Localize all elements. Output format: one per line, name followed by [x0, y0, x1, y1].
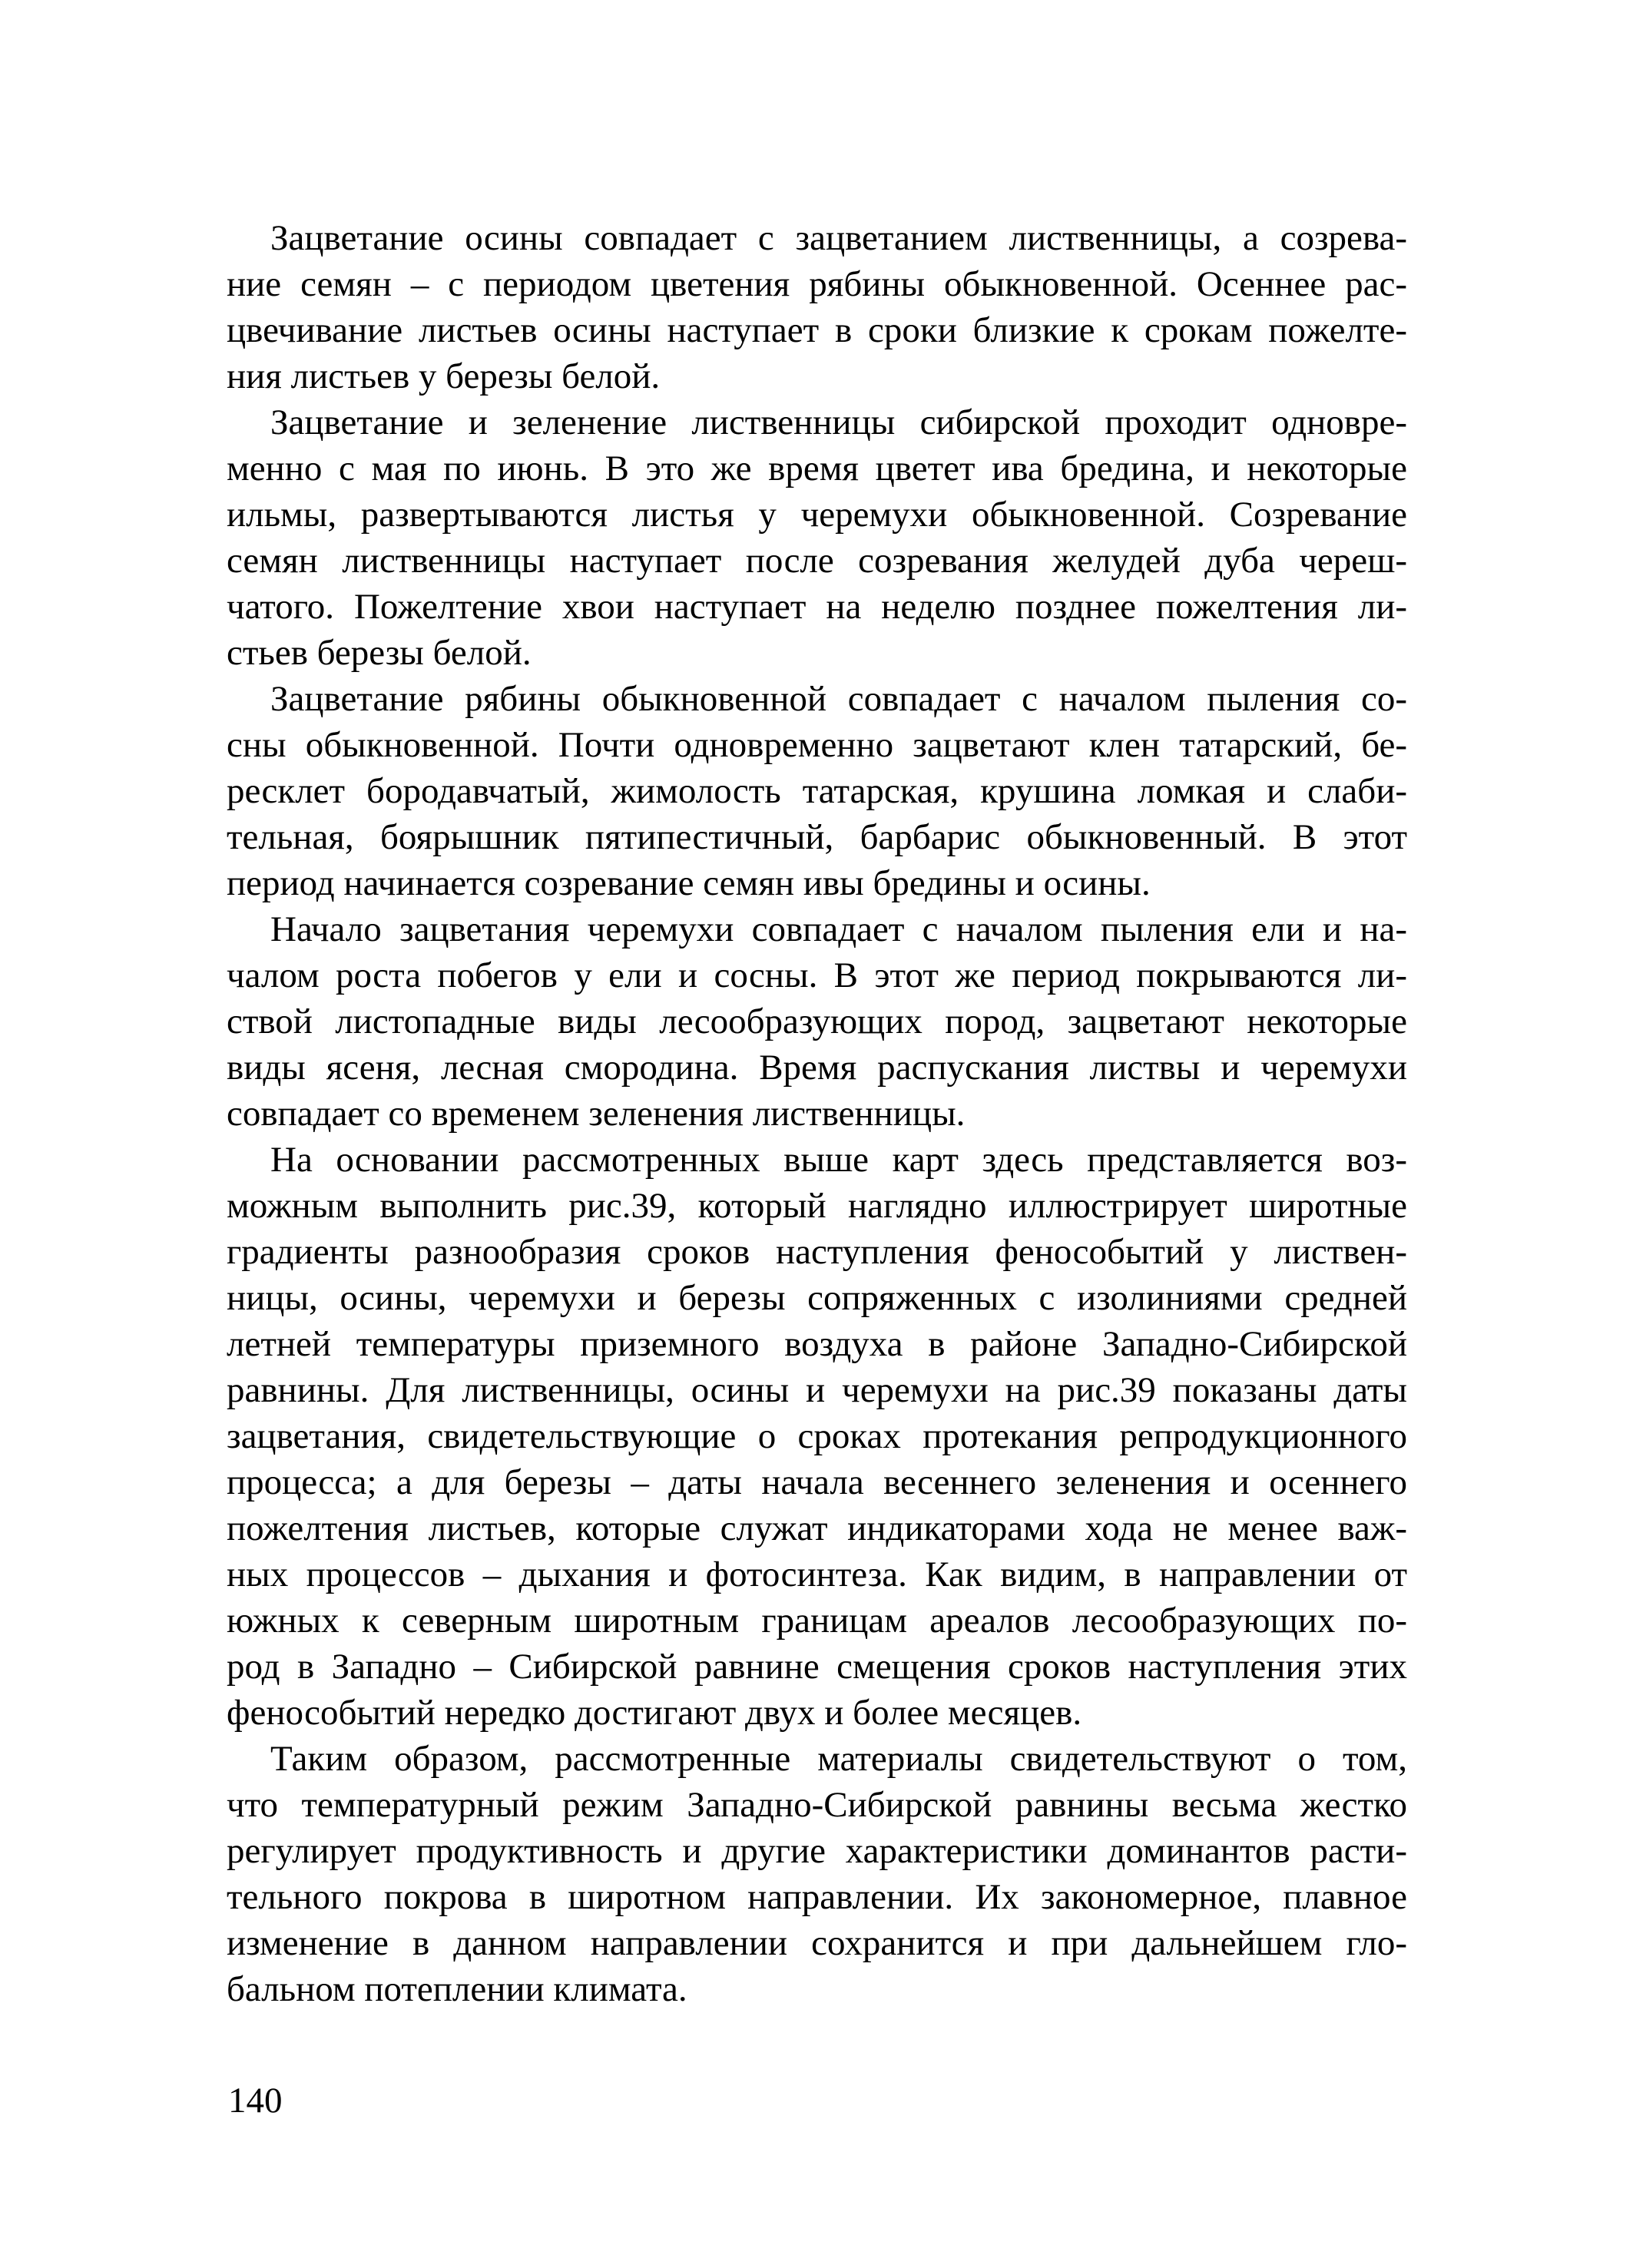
- text-line: зацветания, свидетельствующие о сроках протекания репродукционного: [227, 1416, 1407, 1456]
- text-line: цвечивание листьев осины наступает в сроки близкие к срокам пожелте-: [227, 310, 1407, 350]
- text-line: южных к северным широтным границам ареалов лесообразующих по-: [227, 1601, 1407, 1641]
- text-line: фенособытий нередко достигают двух и более месяцев.: [227, 1693, 1082, 1733]
- text-line: ние семян – с периодом цветения рябины обыкновенной. Осеннее рас-: [227, 264, 1407, 304]
- text-line: стьев березы белой.: [227, 633, 532, 673]
- text-line: чалом роста побегов у ели и сосны. В этот же период покрываются ли-: [227, 955, 1407, 995]
- text-line: ницы, осины, черемухи и березы сопряженных с изолиниями средней: [227, 1278, 1407, 1318]
- text-line: пожелтения листьев, которые служат индикаторами хода не менее важ-: [227, 1508, 1407, 1548]
- paragraph-1: [227, 215, 1407, 399]
- page-number: 140: [228, 2081, 283, 2121]
- text-line: виды ясеня, лесная смородина. Время распускания листвы и черемухи: [227, 1048, 1407, 1088]
- text-line: совпадает со временем зеленения лиственницы.: [227, 1094, 966, 1134]
- text-line: На основании рассмотренных выше карт здесь представляется воз-: [270, 1140, 1407, 1180]
- paragraph-4: [227, 906, 1407, 1137]
- text-block: [227, 215, 1407, 2012]
- text-line: Зацветание осины совпадает с зацветанием лиственницы, а созрева-: [270, 218, 1407, 258]
- text-line: Таким образом, рассмотренные материалы свидетельствуют о том,: [270, 1739, 1407, 1779]
- text-line: Начало зацветания черемухи совпадает с началом пыления ели и на-: [270, 909, 1407, 949]
- text-line: семян лиственницы наступает после созревания желудей дуба череш-: [227, 541, 1407, 581]
- text-line: бальном потеплении климата.: [227, 1969, 687, 2009]
- text-line: ных процессов – дыхания и фотосинтеза. Как видим, в направлении от: [227, 1554, 1407, 1594]
- text-line: равнины. Для лиственницы, осины и черемухи на рис.39 показаны даты: [227, 1370, 1407, 1410]
- text-line: можным выполнить рис.39, который наглядно иллюстрирует широтные: [227, 1186, 1407, 1226]
- text-line: тельная, боярышник пятипестичный, барбарис обыкновенный. В этот: [227, 817, 1407, 857]
- text-line: сны обыкновенной. Почти одновременно зацветают клен татарский, бе-: [227, 725, 1407, 765]
- text-line: что температурный режим Западно-Сибирской равнины весьма жестко: [227, 1785, 1407, 1825]
- text-line: чатого. Пожелтение хвои наступает на неделю позднее пожелтения ли-: [227, 587, 1407, 627]
- paragraph-6: [227, 1736, 1407, 2012]
- paragraph-2: [227, 399, 1407, 676]
- text-line: Зацветание рябины обыкновенной совпадает с началом пыления со-: [270, 679, 1407, 719]
- text-line: регулирует продуктивность и другие характеристики доминантов расти-: [227, 1831, 1407, 1871]
- text-line: Зацветание и зеленение лиственницы сибирской проходит одновре-: [270, 402, 1407, 442]
- paragraph-3: [227, 676, 1407, 906]
- text-line: менно с мая по июнь. В это же время цветет ива бредина, и некоторые: [227, 449, 1407, 488]
- text-line: тельного покрова в широтном направлении. Их закономерное, плавное: [227, 1877, 1407, 1917]
- text-line: период начинается созревание семян ивы бредины и осины.: [227, 863, 1151, 903]
- text-line: процесса; а для березы – даты начала весеннего зеленения и осеннего: [227, 1462, 1407, 1502]
- text-line: летней температуры приземного воздуха в районе Западно-Сибирской: [227, 1324, 1407, 1364]
- text-line: ствой листопадные виды лесообразующих пород, зацветают некоторые: [227, 1002, 1407, 1041]
- paragraph-5: [227, 1137, 1407, 1736]
- text-line: ильмы, развертываются листья у черемухи обыкновенной. Созревание: [227, 495, 1407, 535]
- text-line: род в Западно – Сибирской равнине смещения сроков наступления этих: [227, 1647, 1407, 1687]
- text-line: градиенты разнообразия сроков наступления фенособытий у листвен-: [227, 1232, 1407, 1272]
- text-line: ресклет бородавчатый, жимолость татарская, крушина ломкая и слаби-: [227, 771, 1407, 811]
- text-line: ния листьев у березы белой.: [227, 356, 661, 396]
- text-line: изменение в данном направлении сохранится и при дальнейшем гло-: [227, 1923, 1407, 1963]
